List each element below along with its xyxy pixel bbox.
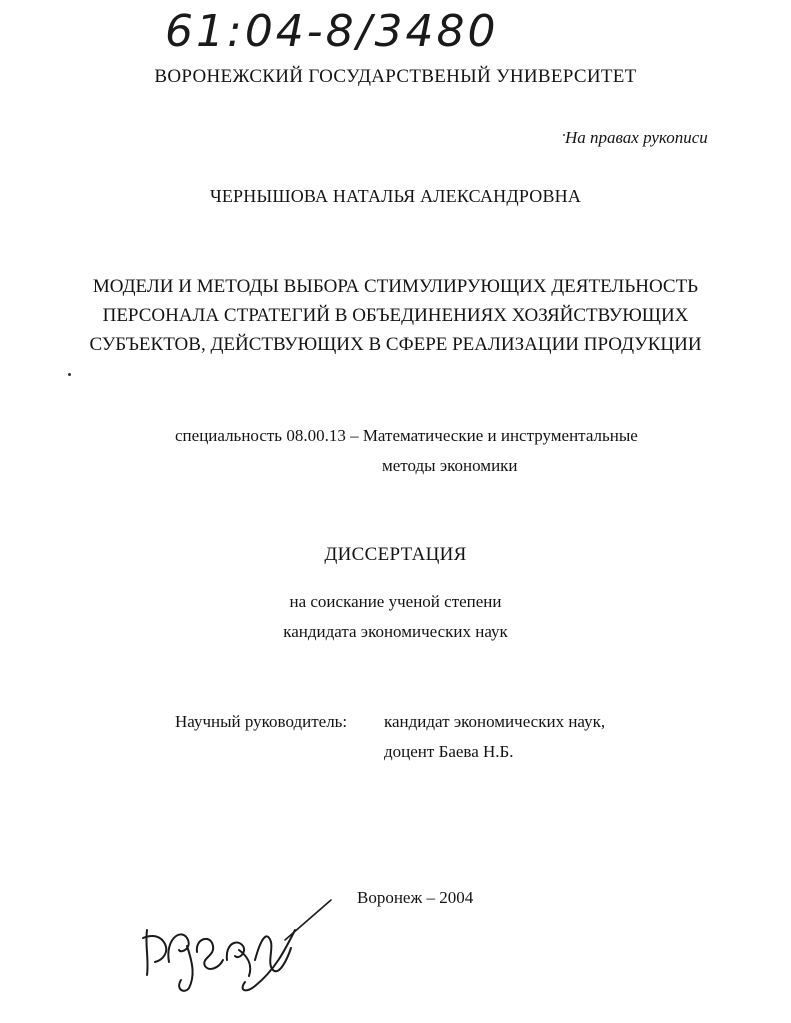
university-name: ВОРОНЕЖСКИЙ ГОСУДАРСТВЕНЫЙ УНИВЕРСИТЕТ [154, 66, 637, 87]
handwritten-archive-number: 61:04-8/3480 [165, 6, 499, 57]
specialty-line-1: специальность 08.00.13 – Математические и инструментальные [175, 426, 638, 445]
specialty-line-2: методы экономики [382, 456, 518, 475]
scan-speck [563, 134, 565, 136]
document-type: ДИССЕРТАЦИЯ [324, 544, 467, 565]
signature-icon [135, 890, 335, 1000]
degree-line-1: на соискание ученой степени [289, 592, 502, 611]
city-year: Воронеж – 2004 [357, 888, 474, 907]
title-line-1: МОДЕЛИ И МЕТОДЫ ВЫБОРА СТИМУЛИРУЮЩИХ ДЕЯТЕЛЬНОСТЬ [92, 276, 699, 297]
scan-speck [68, 373, 71, 376]
supervisor-name: доцент Баева Н.Б. [384, 742, 514, 761]
supervisor-label: Научный руководитель: [175, 712, 348, 731]
rights-note: На правах рукописи [565, 128, 708, 147]
degree-line-2: кандидата экономических наук [283, 622, 508, 641]
title-line-3: СУБЪЕКТОВ, ДЕЙСТВУЮЩИХ В СФЕРЕ РЕАЛИЗАЦИИ ПРОДУКЦИИ [89, 334, 702, 355]
title-line-2: ПЕРСОНАЛА СТРАТЕГИЙ В ОБЪЕДИНЕНИЯХ ХОЗЯЙСТВУЮЩИХ [102, 305, 689, 326]
supervisor-degree: кандидат экономических наук, [384, 712, 606, 731]
author-name: ЧЕРНЫШОВА НАТАЛЬЯ АЛЕКСАНДРОВНА [209, 186, 582, 206]
dissertation-title [0, 272, 791, 359]
